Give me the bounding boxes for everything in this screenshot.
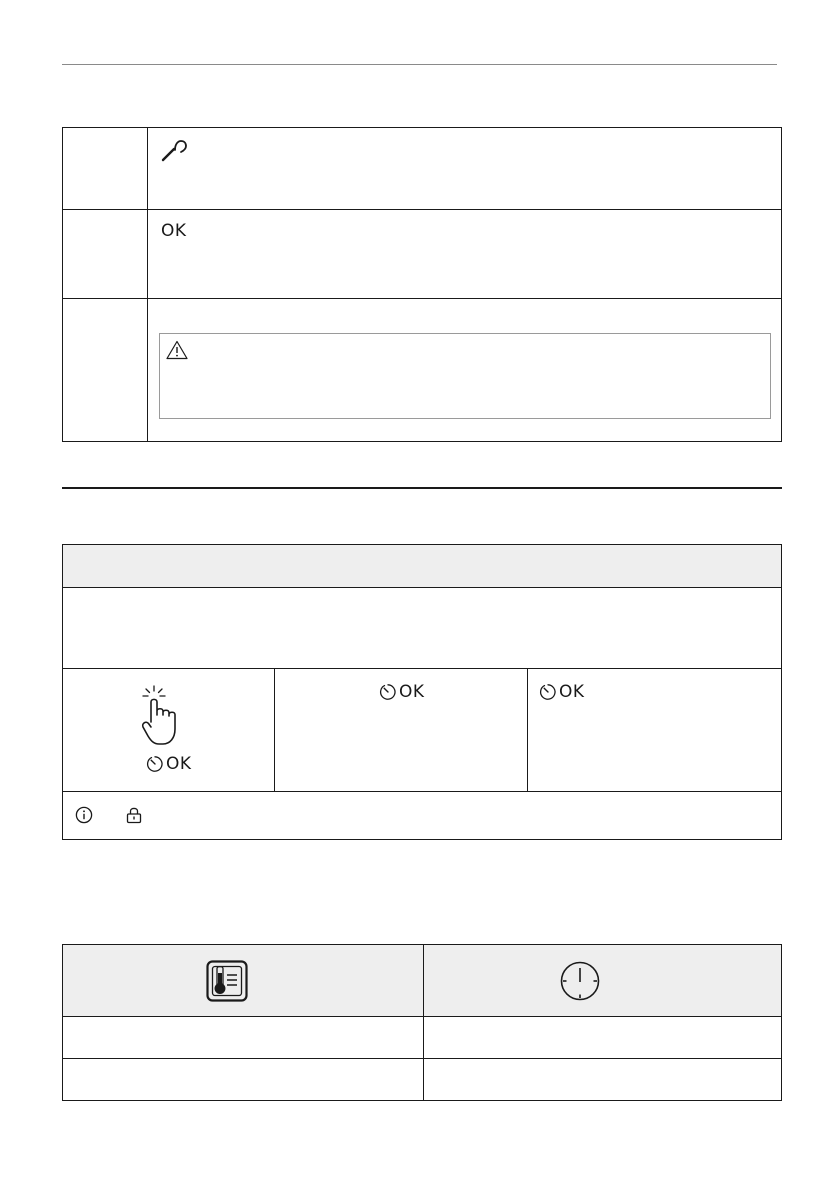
table-column-divider [274,668,275,791]
ok-label: OK [399,682,425,702]
table-row-divider [63,209,781,210]
lock-icon [126,806,142,824]
ok-label: OK [166,754,192,774]
table-row-divider [63,668,781,669]
core-temperature-icon [206,960,248,1002]
table-row-divider [63,1016,781,1017]
section-rule [62,487,782,489]
procedure-table-header [63,545,781,587]
table-column-divider [147,128,148,441]
timer-icon [379,683,397,701]
clock-icon [559,960,601,1002]
warning-box [159,333,771,419]
table-column-divider [527,668,528,791]
info-icon [75,806,93,824]
ok-label: OK [161,221,187,241]
table-row-divider [63,1058,781,1059]
table-column-divider [423,945,424,1100]
timer-icon [539,683,557,701]
warning-triangle-icon [166,340,188,360]
meat-probe-icon [161,139,187,161]
page-header-rule [62,64,777,65]
ok-label: OK [559,682,585,702]
table-row-divider [63,791,781,792]
table-row-divider [63,298,781,299]
icon-table [62,944,782,1101]
touch-hand-icon [139,685,185,747]
procedure-table [62,544,782,840]
icon-table-header [63,945,781,1016]
table-row-divider [63,587,781,588]
function-table [62,127,782,442]
timer-icon [146,755,164,773]
